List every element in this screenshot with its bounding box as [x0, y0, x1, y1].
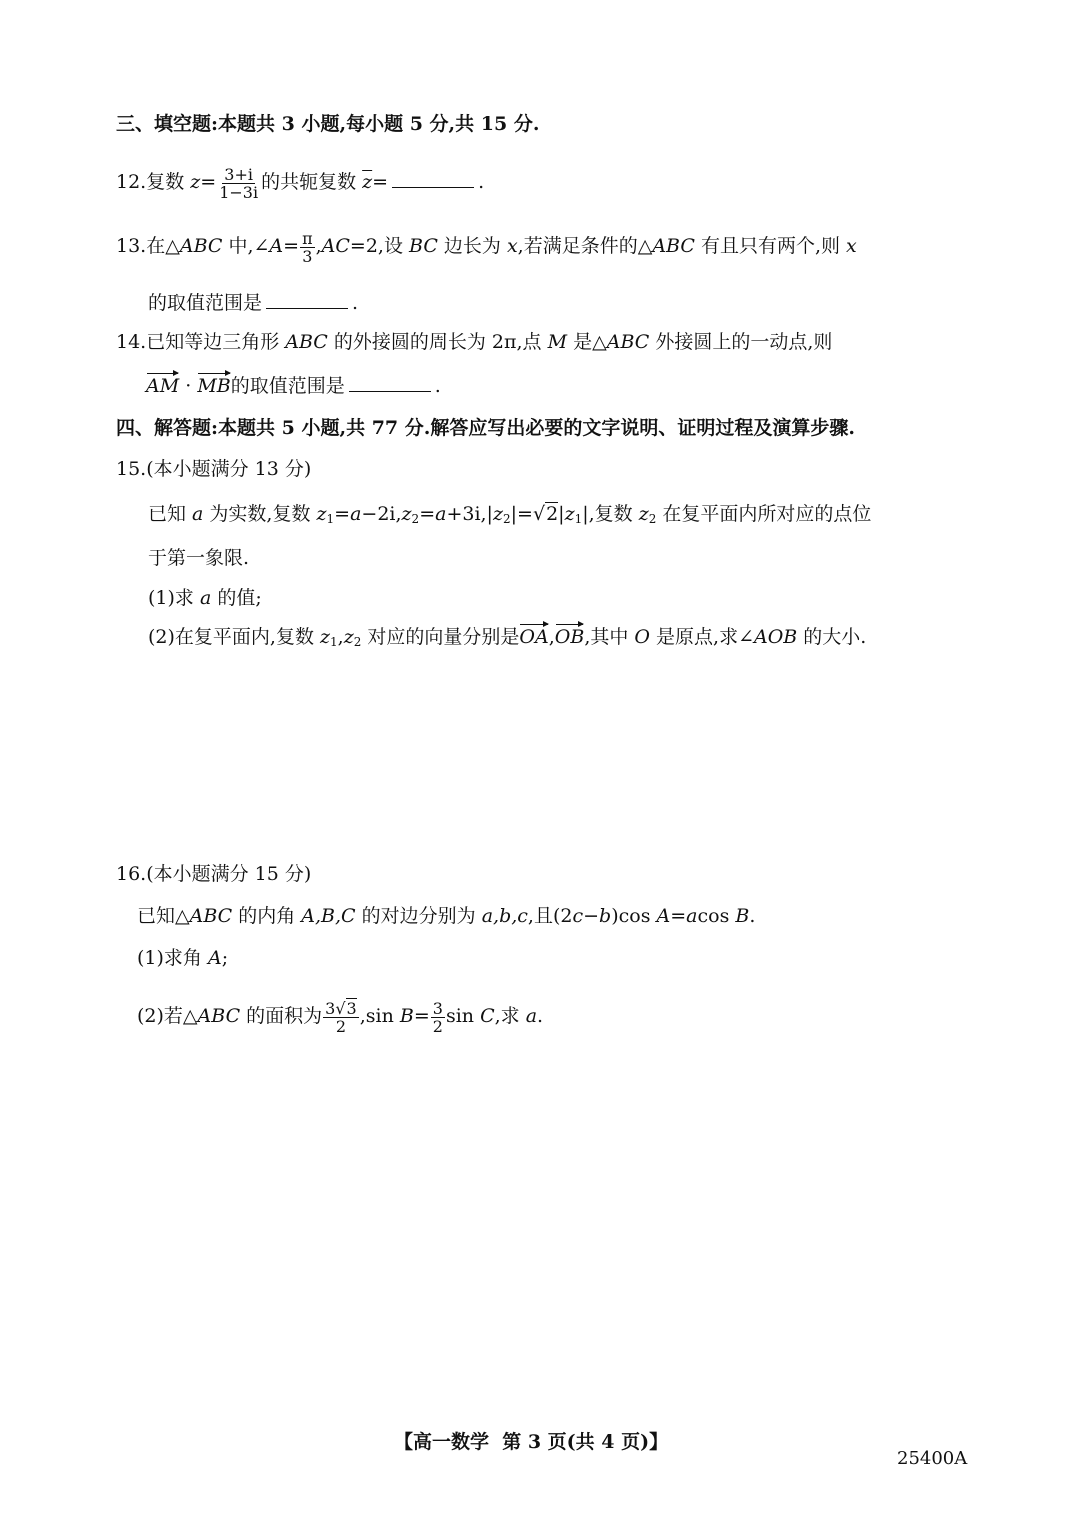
document-code: 25400A [897, 1448, 968, 1469]
question-15-part-2: (2)在复平面内,复数 $z_1,z_2$ 对应的向量分别是OA,OB,其中 O 是原点,求∠AOB 的大小. [148, 623, 866, 651]
question-number: 12. [116, 171, 147, 193]
question-16-body: 已知△ABC 的内角 A,B,C 的对边分别为 a,b,c,且(2c−b)cos A=acos B. [137, 905, 756, 927]
question-16-part-1: (1)求角 A; [137, 947, 229, 969]
question-14-line-2: AM · MB的取值范围是 . [146, 372, 441, 400]
question-15-body: 已知 a 为实数,复数 $z_1=a-2i,z_2=a+3i,|z_2|=√2|z_1|$,复数 $z_2$ 在复平面内所对应的点位 [148, 503, 872, 526]
fraction: $\frac{\pi}{3}$ [302, 228, 313, 266]
vector-oa: OA [519, 623, 548, 651]
answer-blank [266, 290, 348, 309]
question-13: 13.在△ABC 中,∠A= $\frac{\pi}{3}$ ,AC=2,设 BC 边长为 x,若满足条件的△ABC 有且只有两个,则 x [116, 228, 857, 266]
question-15-part-1: (1)求 a 的值; [148, 587, 262, 609]
question-14: 14.已知等边三角形 ABC 的外接圆的周长为 2π,点 M 是△ABC 外接圆上的一动点,则 [116, 331, 833, 353]
question-15-body-line-2: 于第一象限. [148, 547, 250, 569]
fraction-ratio: $\frac{3}{2}$ [432, 998, 443, 1036]
answer-blank [392, 169, 474, 188]
question-16-header: 16.(本小题满分 15 分) [116, 863, 312, 885]
question-12: 12.复数 z= $\frac{3+i}{1-3i}$ 的共轭复数 $\overline{z}=$ . [116, 164, 485, 202]
vector-mb: MB [197, 372, 230, 400]
vector-ob: OB [555, 623, 585, 651]
page-footer: 【高一数学 第 3 页(共 4 页)】 [394, 1431, 669, 1453]
section-3-heading: 三、填空题:本题共 3 小题,每小题 5 分,共 15 分. [116, 113, 540, 135]
question-15-header: 15.(本小题满分 13 分) [116, 458, 312, 480]
question-number: 16. [116, 863, 147, 885]
answer-blank [349, 373, 431, 392]
vector-am: AM [146, 372, 179, 400]
question-13-line-2: 的取值范围是 . [148, 292, 359, 314]
fraction-area: $\frac{3√3}{2}$ [325, 998, 357, 1036]
fraction: $\frac{3+i}{1-3i}$ [219, 164, 259, 202]
section-4-heading: 四、解答题:本题共 5 小题,共 77 分.解答应写出必要的文字说明、证明过程及演算步骤. [116, 417, 855, 439]
question-number: 13. [116, 235, 147, 257]
question-number: 15. [116, 458, 147, 480]
question-16-part-2: (2)若△ABC 的面积为 $\frac{3√3}{2}$ ,sin B= $\frac{3}{2}$ sin C,求 a. [137, 998, 544, 1036]
question-number: 14. [116, 331, 147, 353]
